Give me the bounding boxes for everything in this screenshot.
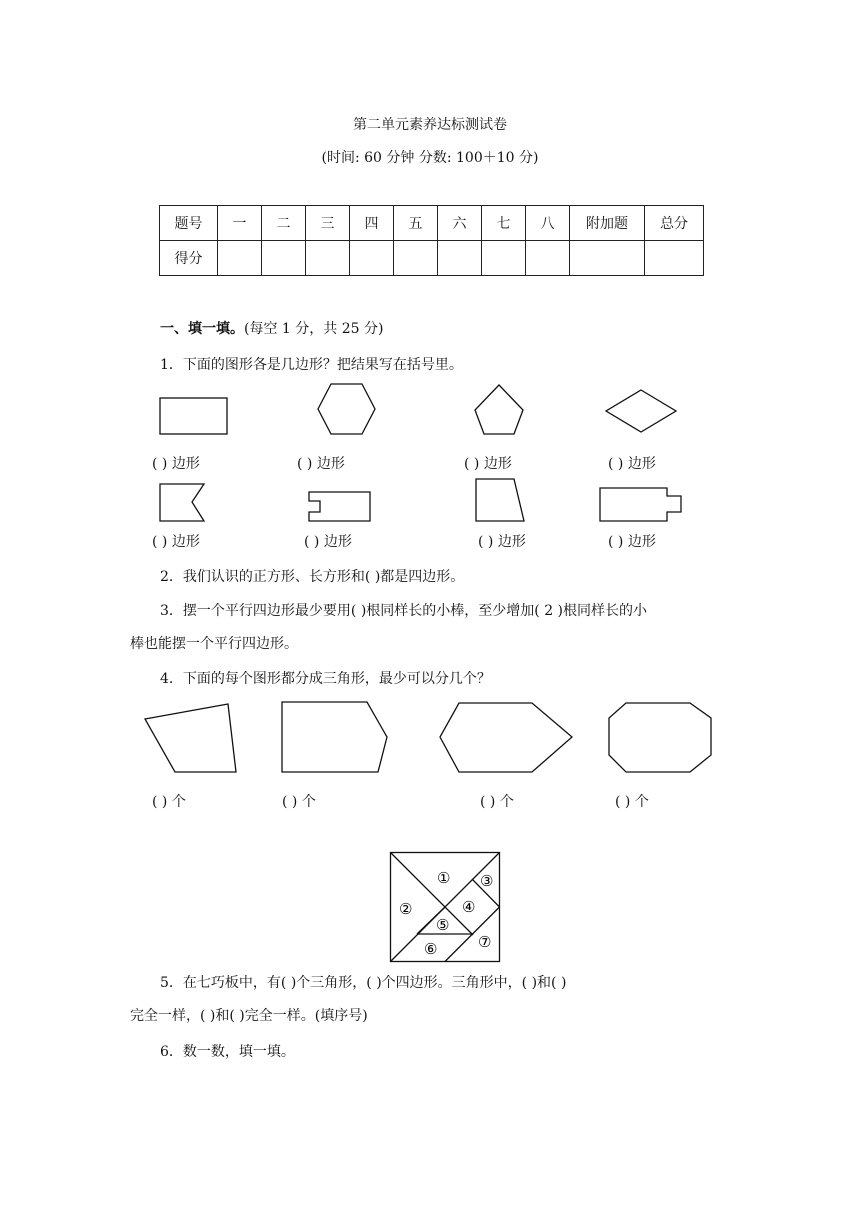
rhombus-shape	[606, 390, 676, 432]
trapezoid-shape	[476, 479, 524, 521]
score-input-cell[interactable]	[438, 241, 482, 276]
answer-blank[interactable]: ( ) 边形	[152, 534, 200, 550]
answer-blank[interactable]: ( ) 边形	[152, 456, 200, 472]
table-cell: 附加题	[570, 206, 645, 241]
table-cell: 六	[438, 206, 482, 241]
table-cell: 题号	[160, 206, 218, 241]
tangram-label-6: ⑥	[424, 940, 438, 958]
score-table	[159, 205, 704, 276]
notched-square-shape	[160, 484, 204, 521]
table-cell: 四	[350, 206, 394, 241]
score-input-cell[interactable]	[645, 241, 704, 276]
tangram-label-3: ③	[480, 872, 494, 890]
octagon-shape	[609, 703, 711, 772]
pentagon-shape	[475, 385, 523, 434]
tangram-label-5: ⑤	[436, 916, 450, 934]
table-cell: 八	[526, 206, 570, 241]
score-input-cell[interactable]	[306, 241, 350, 276]
question-1: 1．下面的图形各是几边形？把结果写在括号里。	[160, 357, 463, 373]
table-cell: 三	[306, 206, 350, 241]
table-cell: 二	[262, 206, 306, 241]
score-input-cell[interactable]	[394, 241, 438, 276]
section-heading	[160, 318, 383, 338]
answer-blank[interactable]: ( ) 边形	[304, 534, 352, 550]
answer-blank[interactable]: ( ) 边形	[297, 456, 345, 472]
table-cell: 一	[218, 206, 262, 241]
question-3-line-1: 3．摆一个平行四边形最少要用( )根同样长的小棒，至少增加( 2 )根同样长的小	[160, 603, 648, 619]
table-cell: 七	[482, 206, 526, 241]
table-cell: 总分	[645, 206, 704, 241]
question-5-line-1: 5．在七巧板中，有( )个三角形，( )个四边形。三角形中，( )和( )	[160, 975, 567, 991]
quadrilateral-shape	[145, 704, 236, 772]
tangram-label-7: ⑦	[478, 933, 492, 951]
score-input-cell[interactable]	[350, 241, 394, 276]
section-title: 一、填一填。	[160, 321, 244, 337]
table-cell: 得分	[160, 241, 218, 276]
stepped-rectangle-shape	[600, 488, 681, 521]
hexagon-shape	[318, 384, 375, 434]
hexagon-shape	[440, 703, 572, 772]
score-input-cell[interactable]	[570, 241, 645, 276]
table-cell: 五	[394, 206, 438, 241]
pentagon-shape	[282, 702, 387, 772]
score-input-cell[interactable]	[526, 241, 570, 276]
exam-info: (时间: 60 分钟 分数: 100＋10 分)	[321, 150, 539, 166]
answer-blank[interactable]: ( ) 边形	[478, 534, 526, 550]
answer-blank[interactable]: ( ) 个	[282, 794, 316, 810]
question-6: 6．数一数，填一填。	[160, 1044, 295, 1060]
answer-blank[interactable]: ( ) 个	[152, 794, 186, 810]
answer-blank[interactable]: ( ) 个	[480, 794, 514, 810]
page-title: 第二单元素养达标测试卷	[353, 117, 507, 133]
answer-blank[interactable]: ( ) 边形	[608, 534, 656, 550]
question-5-line-2: 完全一样，( )和( )完全一样。(填序号)	[130, 1008, 368, 1024]
score-table-header-row	[160, 206, 704, 241]
answer-blank[interactable]: ( ) 个	[615, 794, 649, 810]
notched-rectangle-shape	[309, 492, 370, 521]
score-input-cell[interactable]	[482, 241, 526, 276]
question-4: 4．下面的每个图形都分成三角形，最少可以分几个？	[160, 671, 491, 687]
score-input-cell[interactable]	[218, 241, 262, 276]
section-points: (每空 1 分，共 25 分)	[244, 321, 384, 337]
question-3-line-2: 棒也能摆一个平行四边形。	[130, 636, 298, 652]
answer-blank[interactable]: ( ) 边形	[464, 456, 512, 472]
answer-blank[interactable]: ( ) 边形	[608, 456, 656, 472]
tangram-label-1: ①	[437, 869, 451, 887]
tangram-figure	[390, 852, 500, 962]
score-input-cell[interactable]	[262, 241, 306, 276]
tangram-label-4: ④	[462, 898, 476, 916]
rectangle-shape	[160, 398, 227, 434]
tangram-label-2: ②	[399, 900, 413, 918]
score-table-score-row	[160, 241, 704, 276]
question-2: 2．我们认识的正方形、长方形和( )都是四边形。	[160, 569, 465, 585]
